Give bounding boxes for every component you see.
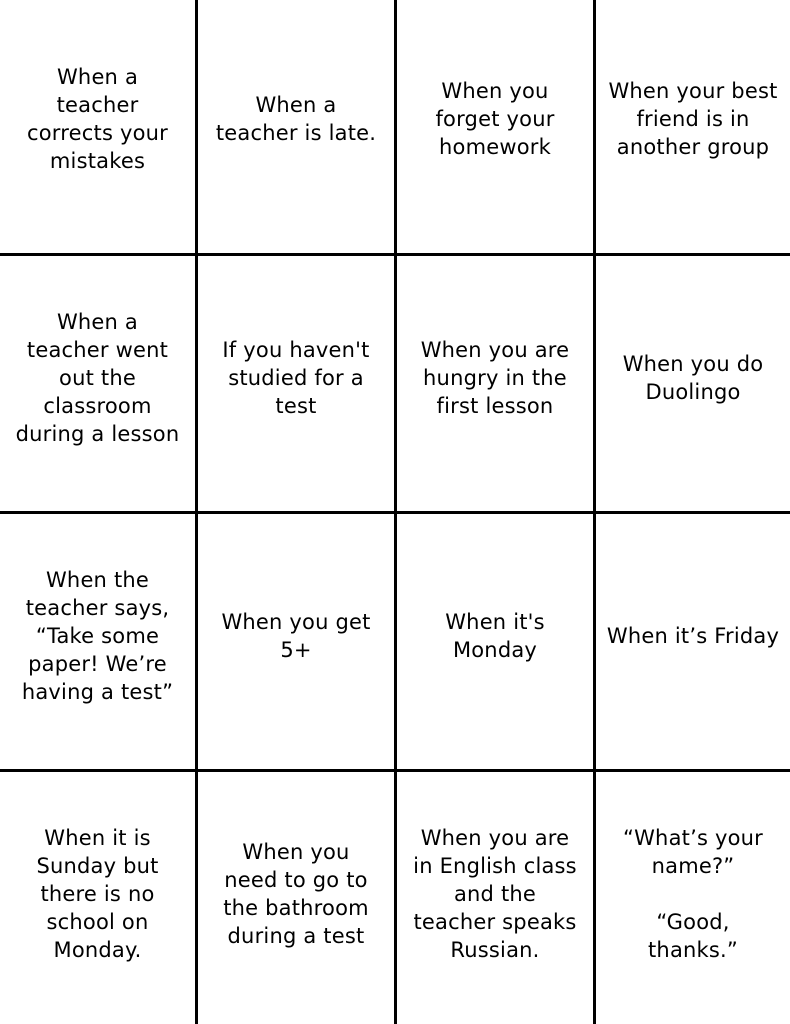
card-text: When you get 5+	[221, 609, 371, 662]
card-text: If you haven't studied for a test	[222, 337, 370, 418]
card-text: When the teacher says, “Take some paper! We’re having a test”	[21, 567, 174, 704]
card-r4-c2	[198, 772, 394, 1024]
card-r2-c4	[596, 256, 790, 511]
card-text: When a teacher went out the classroom during a lesson	[15, 309, 180, 446]
card-r4-c3	[397, 772, 593, 1024]
card-text: When your best friend is in another group	[608, 78, 778, 159]
card-r3-c4	[596, 514, 790, 769]
card-r2-c1	[0, 256, 195, 511]
card-text: When it is Sunday but there is no school on Monday.	[36, 826, 159, 962]
card-text: When it's Monday	[445, 609, 545, 662]
card-r2-c3	[397, 256, 593, 511]
card-text: When you do Duolingo	[622, 351, 764, 404]
card-text: When you forget your homework	[435, 78, 555, 159]
card-text: When you need to go to the bathroom during a test	[223, 840, 369, 948]
card-text: “What’s your name?” “Good, thanks.”	[623, 826, 763, 962]
card-text: When a teacher corrects your mistakes	[27, 64, 168, 173]
card-text: When a teacher is late.	[215, 92, 377, 145]
card-r2-c2	[198, 256, 394, 511]
row-divider	[0, 511, 790, 514]
card-text: When you are hungry in the first lesson	[420, 337, 570, 418]
card-r1-c4	[596, 0, 790, 253]
card-r3-c2	[198, 514, 394, 769]
card-r1-c1	[0, 0, 195, 253]
row-divider	[0, 253, 790, 256]
card-r4-c1	[0, 772, 195, 1024]
card-r3-c1	[0, 514, 195, 769]
card-r4-c4	[596, 772, 790, 1024]
card-r3-c3	[397, 514, 593, 769]
card-text: When it’s Friday	[606, 623, 780, 648]
card-r1-c2	[198, 0, 394, 253]
card-text: When you are in English class and the teacher speaks Russian.	[413, 826, 577, 962]
row-divider	[0, 769, 790, 772]
card-r1-c3	[397, 0, 593, 253]
